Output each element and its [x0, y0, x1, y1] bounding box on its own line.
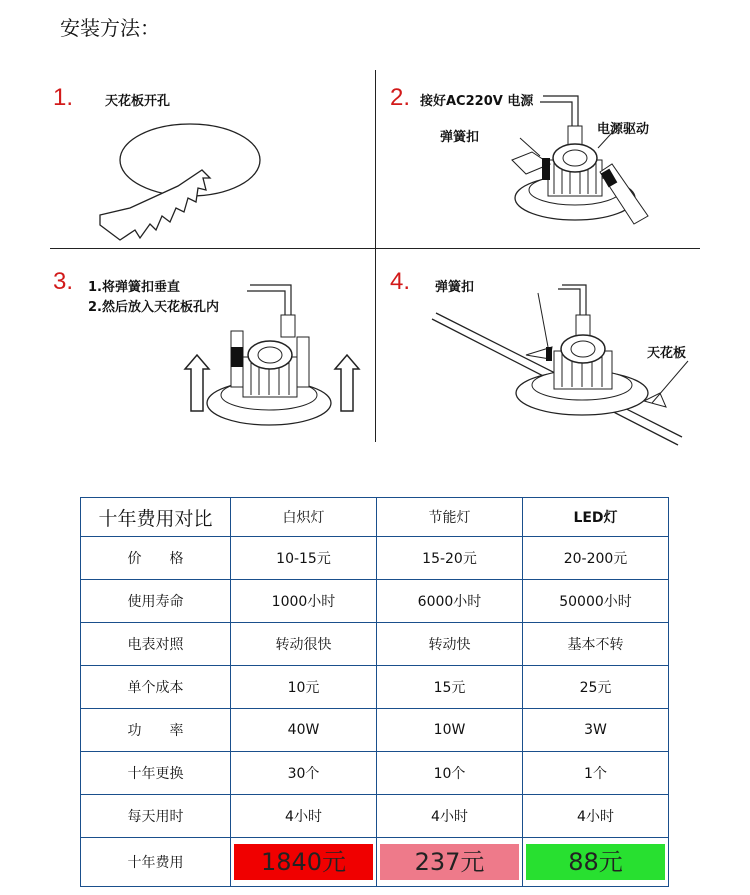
step-1-number: 1.	[53, 84, 74, 111]
cost-led: 88元	[526, 844, 665, 880]
table-cell: 4小时	[523, 795, 669, 838]
step-3-number: 3.	[53, 268, 74, 295]
table-cell: 转动快	[377, 623, 523, 666]
wiring-illustration	[480, 90, 680, 250]
spring-clip-label: 弹簧扣	[440, 130, 480, 145]
table-cell: 40W	[231, 709, 377, 752]
row-label: 电表对照	[81, 623, 231, 666]
row-label: 十年费用	[81, 838, 231, 887]
ten-year-cost-table	[80, 497, 669, 887]
table-cell: 15元	[377, 666, 523, 709]
step-4-number: 4.	[390, 268, 411, 295]
column-header-incandescent: 白炽灯	[231, 498, 377, 537]
row-label: 十年更换	[81, 752, 231, 795]
table-row	[81, 666, 669, 709]
table-cell: 1000小时	[231, 580, 377, 623]
row-label: 单个成本	[81, 666, 231, 709]
table-cell: 3W	[523, 709, 669, 752]
step-3-line-1: 1.将弹簧扣垂直	[88, 280, 180, 295]
column-header-led: LED灯	[523, 498, 669, 537]
row-label: 使用寿命	[81, 580, 231, 623]
table-cell	[523, 838, 669, 887]
table-cell: 25元	[523, 666, 669, 709]
step-2-number: 2.	[390, 84, 411, 111]
table-cell: 4小时	[231, 795, 377, 838]
table-cell: 30个	[231, 752, 377, 795]
table-cell: 基本不转	[523, 623, 669, 666]
ceiling-cutting-illustration	[90, 120, 320, 250]
table-row	[81, 752, 669, 795]
table-cell: 10元	[231, 666, 377, 709]
table-cell: 6000小时	[377, 580, 523, 623]
table-cell: 转动很快	[231, 623, 377, 666]
table-row	[81, 709, 669, 752]
table-cell: 10个	[377, 752, 523, 795]
cost-cfl: 237元	[380, 844, 519, 880]
table-cell: 10-15元	[231, 537, 377, 580]
row-label: 每天用时	[81, 795, 231, 838]
table-row	[81, 795, 669, 838]
ceiling-label: 天花板	[647, 346, 687, 361]
table-cell: 15-20元	[377, 537, 523, 580]
driver-label: 电源驱动	[597, 122, 650, 137]
table-row-total-cost	[81, 838, 669, 887]
page-heading: 安装方法：	[60, 16, 160, 40]
table-cell	[231, 838, 377, 887]
installed-fixture-illustration	[430, 285, 700, 445]
row-label: 功 率	[81, 709, 231, 752]
step-1-label: 天花板开孔	[105, 94, 171, 109]
table-row	[81, 623, 669, 666]
table-cell: 20-200元	[523, 537, 669, 580]
table-row	[81, 537, 669, 580]
table-cell: 50000小时	[523, 580, 669, 623]
table-header-row	[81, 498, 669, 537]
installation-diagram	[50, 70, 700, 445]
step-3-line-2: 2.然后放入天花板孔内	[88, 300, 219, 315]
table-row	[81, 580, 669, 623]
spring-clip-label-step-4: 弹簧扣	[435, 280, 475, 295]
column-header-cfl: 节能灯	[377, 498, 523, 537]
table-title: 十年费用对比	[81, 498, 231, 537]
row-label: 价 格	[81, 537, 231, 580]
table-cell	[377, 838, 523, 887]
step-2-label: 接好AC220V 电源	[420, 94, 534, 109]
insert-fixture-illustration	[165, 285, 385, 445]
table-cell: 10W	[377, 709, 523, 752]
cost-incandescent: 1840元	[234, 844, 373, 880]
table-cell: 4小时	[377, 795, 523, 838]
table-cell: 1个	[523, 752, 669, 795]
